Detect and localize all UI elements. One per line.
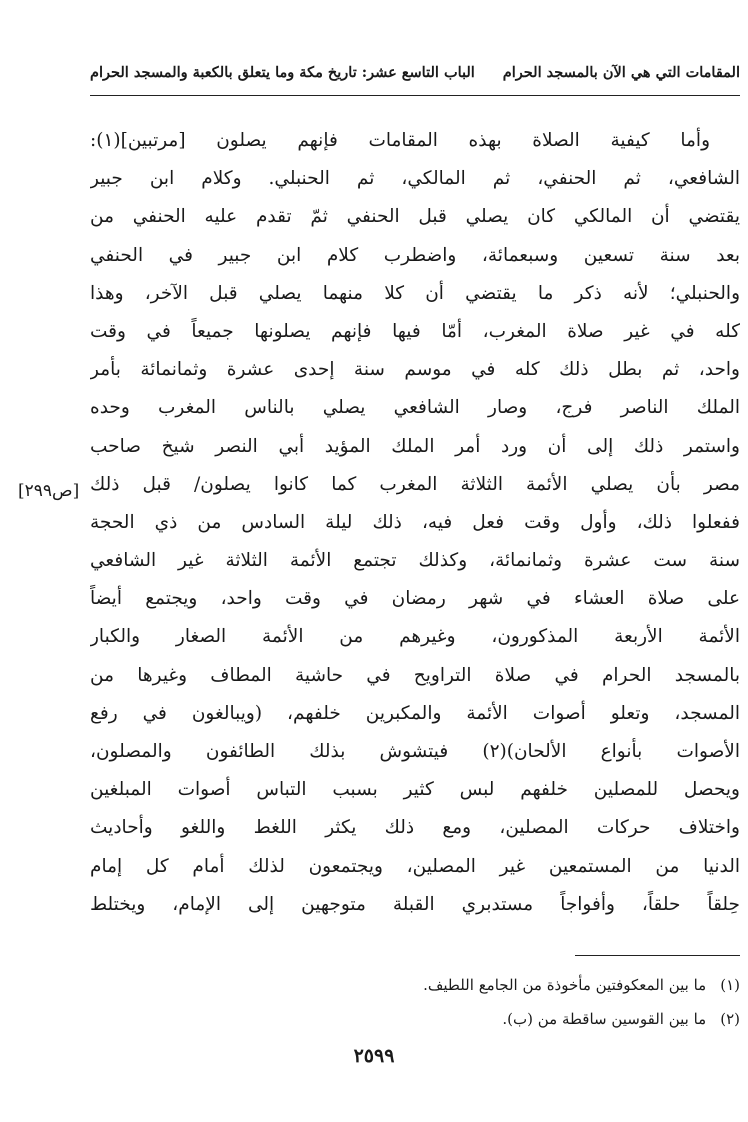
- text-line: والحنبلي؛ لأنه ذكر ما يقتضي أن كلا منهما يصلي قبل الآخر، وهذا: [90, 282, 740, 304]
- text-line: مصر بأن يصلي الأئمة الثلاثة المغرب كما كانوا يصلون/ قبل ذلك: [90, 473, 740, 495]
- text-line: الملك الناصر فرج، وصار الشافعي يصلي بالناس المغرب وحده: [90, 397, 740, 419]
- footnote-number: (٢): [720, 1010, 740, 1028]
- text-line: الأصوات بأنواع الألحان)(٢) فيتشوش بذلك الطائفون والمصلون،: [90, 741, 740, 762]
- footnote-number: (١): [720, 976, 740, 994]
- footnote-divider: [575, 955, 740, 956]
- text-line: ويحصل للمصلين خلفهم لبس كثير بسبب التباس أصوات المبلغين: [90, 779, 740, 801]
- page-number: ٢٥٩٩: [353, 1045, 395, 1067]
- text-line: وأما كيفية الصلاة بهذه المقامات فإنهم يصلون [مرتبين](١):: [90, 130, 710, 151]
- footnote: [90, 1002, 740, 1036]
- running-header: [90, 58, 740, 92]
- text-line: الدنيا من المستمعين غير المصلين، ويجتمعون لذلك أمام كل إمام: [90, 855, 740, 877]
- text-line: يقتضي أن المالكي كان يصلي قبل الحنفي ثمّ تقدم عليه الحنفي من: [90, 206, 740, 228]
- footnotes: [90, 968, 740, 1036]
- chapter-title: الباب التاسع عشر: تاريخ مكة وما يتعلق بالكعبة والمسجد الحرام: [90, 64, 475, 81]
- footnote-text: ما بين المعكوفتين مأخوذة من الجامع اللطيف.: [423, 976, 707, 994]
- text-line: واستمر ذلك إلى أن ورد أمر الملك المؤيد أبي النصر شيخ صاحب: [90, 435, 740, 457]
- text-line: سنة ست عشرة وثمانمائة، وكذلك تجتمع الأئمة الثلاثة غير الشافعي: [90, 550, 740, 572]
- header-divider: [90, 95, 740, 96]
- text-line: على صلاة العشاء في شهر رمضان في وقت واحد، ويجتمع أيضاً: [90, 588, 740, 610]
- text-line: الشافعي، ثم الحنفي، ثم المالكي، ثم الحنبلي. وكلام ابن جبير: [90, 168, 740, 190]
- text-line: بعد سنة تسعين وسبعمائة، واضطرب كلام ابن جبير في الحنفي: [90, 244, 740, 266]
- text-line: كله في غير صلاة المغرب، أمّا فيها فإنهم يصلونها جميعاً في وقت: [90, 320, 740, 342]
- text-line: المسجد، وتعلو أصوات الأئمة والمكبرين خلفهم، (ويبالغون في رفع: [90, 702, 740, 724]
- footnote: [90, 968, 740, 1002]
- text-line: حِلقاً حلقاً، وأفواجاً مستدبري القبلة متوجهين إلى الإمام، ويختلط: [90, 893, 740, 915]
- footnote-text: ما بين القوسين ساقطة من (ب).: [502, 1010, 707, 1028]
- text-line: بالمسجد الحرام في صلاة التراويح في حاشية المطاف وغيرها من: [90, 664, 740, 686]
- text-line: الأئمة الأربعة المذكورون، وغيرهم من الأئمة الصغار والكبار: [90, 626, 740, 648]
- text-line: ففعلوا ذلك، وأول وقت فعل فيه، ذلك ليلة السادس من ذي الحجة: [90, 511, 740, 533]
- text-line: واحد، ثم بطل ذلك كله في موسم سنة إحدى عشرة وثمانمائة بأمر: [90, 359, 740, 381]
- section-title: المقامات التي هي الآن بالمسجد الحرام: [502, 64, 740, 81]
- margin-page-reference: [ص٢٩٩]: [18, 481, 80, 501]
- text-line: واختلاف حركات المصلين، ومع ذلك يكثر اللغط واللغو وأحاديث: [90, 817, 740, 839]
- main-text: [90, 122, 740, 924]
